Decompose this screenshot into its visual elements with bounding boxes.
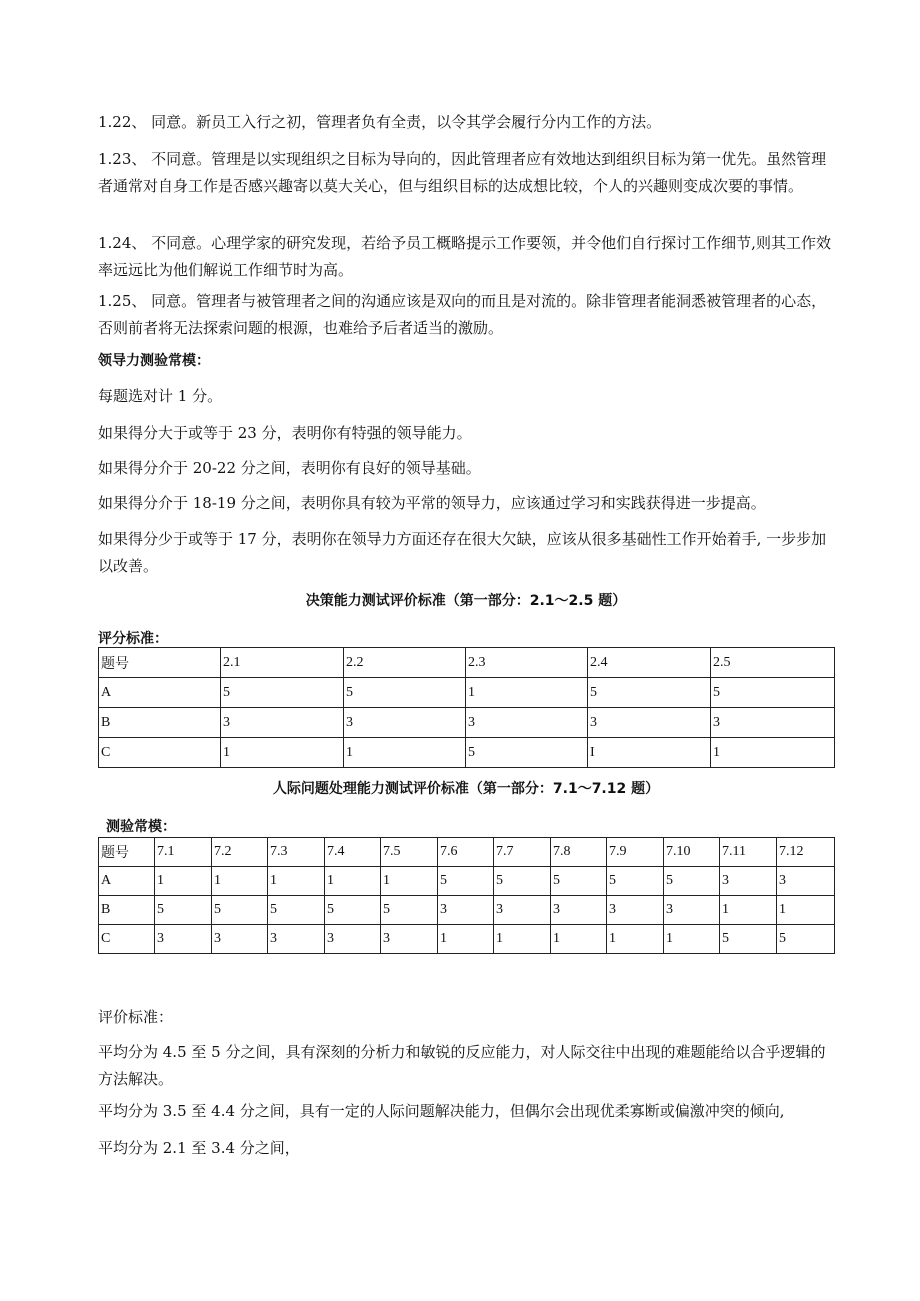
table-cell: 5 (325, 896, 381, 925)
leadership-line: 如果得分少于或等于 17 分，表明你在领导力方面还存在很大欠缺，应该从很多基础性工作开始着手, 一步步加以改善。 (98, 530, 827, 575)
table-cell: 1 (268, 867, 325, 896)
table-cell: 1 (777, 896, 835, 925)
table-cell: 1 (212, 867, 268, 896)
table-header-cell: 7.9 (607, 838, 664, 867)
table-header-cell: 7.10 (664, 838, 720, 867)
table-cell: 3 (212, 925, 268, 954)
table-header-cell: 7.12 (777, 838, 835, 867)
table-cell: 5 (212, 896, 268, 925)
decision-table-label: 评分标准： (98, 631, 168, 647)
table-header-cell: 7.6 (438, 838, 494, 867)
table-cell: C (99, 738, 221, 768)
table-cell: 5 (344, 678, 466, 708)
table-cell: A (99, 867, 155, 896)
leadership-line: 如果得分大于或等于 23 分，表明你有特强的领导能力。 (98, 424, 472, 442)
table-row (99, 678, 835, 708)
table-cell: 3 (221, 708, 344, 738)
table-cell: 1 (551, 925, 607, 954)
paragraph-1-24: 1.24、 不同意。心理学家的研究发现，若给予员工概略提示工作要领，并令他们自行探讨工作细节,则其工作效率远远比为他们解说工作细节时为高。 (98, 234, 831, 279)
table-cell: 5 (155, 896, 212, 925)
table-cell: 5 (777, 925, 835, 954)
table-cell: 5 (720, 925, 777, 954)
table-header-cell: 2.1 (221, 648, 344, 678)
table-cell: 3 (325, 925, 381, 954)
leadership-line: 如果得分介于 18-19 分之间，表明你具有较为平常的领导力，应该通过学习和实践获得进一步提高。 (98, 494, 766, 512)
table-row (99, 925, 835, 954)
table-header-cell: 7.1 (155, 838, 212, 867)
table-cell: 5 (466, 738, 588, 768)
table-cell: 1 (381, 867, 438, 896)
paragraph-1-23: 1.23、 不同意。管理是以实现组织之目标为导向的，因此管理者应有效地达到组织目标为第一优先。虽然管理者通常对自身工作是否感兴趣寄以莫大关心，但与组织目标的达成想比较，个人的兴趣则变成次要的事情。 (98, 150, 827, 195)
table-header-cell: 7.4 (325, 838, 381, 867)
table-cell: 1 (155, 867, 212, 896)
evaluation-line: 平均分为 3.5 至 4.4 分之间，具有一定的人际问题解决能力，但偶尔会出现优柔寡断或偏激冲突的倾向, (98, 1102, 785, 1120)
table-cell: 3 (777, 867, 835, 896)
table-header-cell: 2.3 (466, 648, 588, 678)
table-cell: 3 (466, 708, 588, 738)
paragraph-1-25: 1.25、 同意。管理者与被管理者之间的沟通应该是双向的而且是对流的。除非管理者能洞悉被管理者的心态，否则前者将无法探索问题的根源，也难给予后者适当的激励。 (98, 292, 827, 337)
interpersonal-score-table (98, 837, 835, 954)
table-cell: 1 (466, 678, 588, 708)
table-row (99, 867, 835, 896)
table-header-cell: 题号 (99, 648, 221, 678)
table-cell: 1 (720, 896, 777, 925)
decision-table-title: 决策能力测试评价标准（第一部分：2.1～2.5 题） (305, 593, 627, 609)
table-cell: 5 (711, 678, 835, 708)
table-cell: 5 (381, 896, 438, 925)
table-header-cell: 7.8 (551, 838, 607, 867)
table-cell: 5 (664, 867, 720, 896)
table-cell: C (99, 925, 155, 954)
leadership-line: 每题选对计 1 分。 (98, 387, 223, 405)
table-cell: 5 (588, 678, 711, 708)
table-cell: 3 (720, 867, 777, 896)
table-cell: 5 (494, 867, 551, 896)
table-cell: 3 (551, 896, 607, 925)
decision-score-table (98, 647, 835, 768)
table-cell: 3 (711, 708, 835, 738)
table-cell: 3 (607, 896, 664, 925)
leadership-heading: 领导力测验常模： (98, 353, 210, 369)
table-cell: 1 (438, 925, 494, 954)
table-cell: 1 (711, 738, 835, 768)
table-header-cell: 7.11 (720, 838, 777, 867)
evaluation-line: 平均分为 2.1 至 3.4 分之间， (98, 1139, 300, 1157)
table-cell: B (99, 896, 155, 925)
paragraph-1-22: 1.22、 同意。新员工入行之初，管理者负有全责，以令其学会履行分内工作的方法。 (98, 113, 662, 131)
table-cell: 3 (344, 708, 466, 738)
table-cell: 1 (494, 925, 551, 954)
table-cell: 1 (607, 925, 664, 954)
table-header-cell: 7.7 (494, 838, 551, 867)
evaluation-line: 平均分为 4.5 至 5 分之间，具有深刻的分析力和敏锐的反应能力，对人际交往中出现的难题能给以合乎逻辑的方法解决。 (98, 1043, 826, 1088)
table-cell: 1 (221, 738, 344, 768)
table-header-cell: 2.5 (711, 648, 835, 678)
table-header-cell: 2.2 (344, 648, 466, 678)
table-cell: B (99, 708, 221, 738)
table-cell: 1 (325, 867, 381, 896)
table-cell: 3 (588, 708, 711, 738)
table-row (99, 708, 835, 738)
table-header-cell: 2.4 (588, 648, 711, 678)
evaluation-heading: 评价标准： (98, 1008, 174, 1026)
table-header-cell: 题号 (99, 838, 155, 867)
table-cell: 3 (155, 925, 212, 954)
table-row (99, 738, 835, 768)
table-cell: A (99, 678, 221, 708)
interpersonal-table-title: 人际问题处理能力测试评价标准（第一部分：7.1～7.12 题） (272, 781, 660, 797)
table-cell: 3 (664, 896, 720, 925)
table-header-cell: 7.3 (268, 838, 325, 867)
table-row (99, 896, 835, 925)
table-cell: 1 (344, 738, 466, 768)
table-header-cell: 7.5 (381, 838, 438, 867)
table-cell: 5 (551, 867, 607, 896)
table-header-row (99, 648, 835, 678)
table-cell: 5 (438, 867, 494, 896)
interpersonal-table-label: 测验常模： (106, 819, 176, 835)
table-cell: 3 (438, 896, 494, 925)
table-cell: I (588, 738, 711, 768)
table-header-row (99, 838, 835, 867)
table-cell: 3 (494, 896, 551, 925)
table-cell: 3 (268, 925, 325, 954)
table-cell: 5 (268, 896, 325, 925)
table-header-cell: 7.2 (212, 838, 268, 867)
table-cell: 3 (381, 925, 438, 954)
leadership-line: 如果得分介于 20-22 分之间，表明你有良好的领导基础。 (98, 459, 481, 477)
table-cell: 5 (607, 867, 664, 896)
table-cell: 5 (221, 678, 344, 708)
table-cell: 1 (664, 925, 720, 954)
